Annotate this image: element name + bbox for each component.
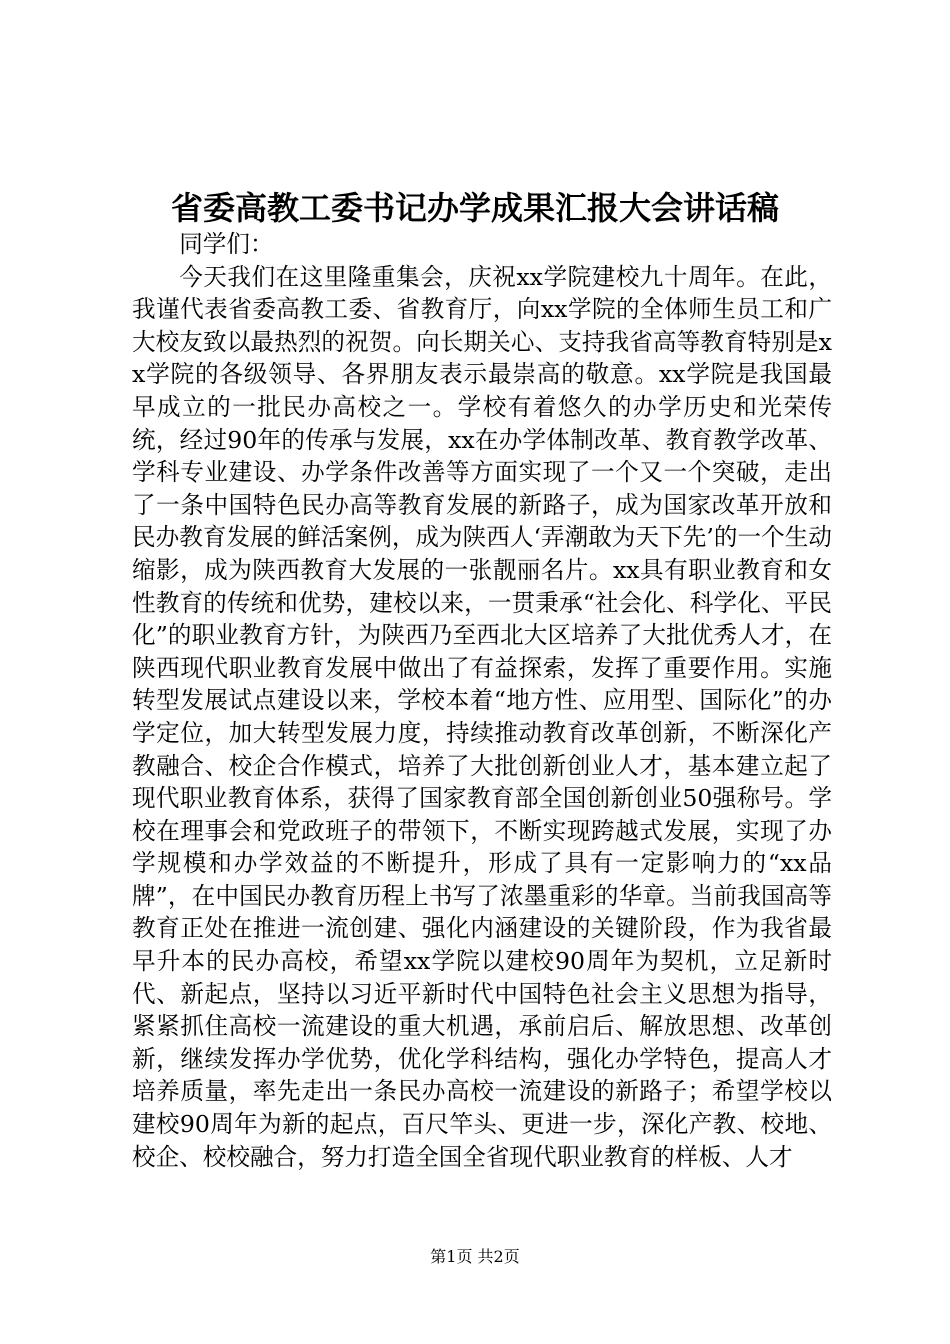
body-paragraph: 今天我们在这里隆重集会，庆祝xx学院建校九十周年。在此，我谨代表省委高教工委、省教育厅，向xx学院的全体师生员工和广大校友致以最热烈的祝贺。向长期关心、支持我省高等教育特别是xx学院的各级领导、各界朋友表示最崇高的敬意。xx学院是我国最早成立的一批民办高校之一。学校有着悠久的办学历史和光荣传统，经过90年的传承与发展，xx在办学体制改革、教育教学改革、学科专业建设、办学条件改善等方面实现了一个又一个突破，走出了一条中国特色民办高等教育发展的新路子，成为国家改革开放和民办教育发展的鲜活案例，成为陕西人‘弄潮敢为天下先’的一个生动缩影，成为陕西教育大发展的一张靓丽名片。xx具有职业教育和女性教育的传统和优势，建校以来，一贯秉承“社会化、科学化、平民化”的职业教育方针，为陕西乃至西北大区培养了大批优秀人才，在陕西现代职业教育发展中做出了有益探索，发挥了重要作用。实施转型发展试点建设以来，学校本着“地方性、应用型、国际化”的办学定位，加大转型发展力度，持续推动教育改革创新，不断深化产教融合、校企合作模式，培养了大批创新创业人才，基本建立起了现代职业教育体系，获得了国家教育部全国创新创业50强称号。学校在理事会和党政班子的带领下，不断实现跨越式发展，实现了办学规模和办学效益的不断提升，形成了具有一定影响力的“xx品牌”，在中国民办教育历程上书写了浓墨重彩的华章。当前我国高等教育正处在推进一流创建、强化内涵建设的关键阶段，作为我省最早升本的民办高校，希望xx学院以建校90周年为契机，立足新时代、新起点，坚持以习近平新时代中国特色社会主义思想为指导，紧紧抓住高校一流建设的重大机遇，承前启后、解放思想、改革创新，继续发挥办学优势，优化学科结构，强化办学特色，提高人才培养质量，率先走出一条民办高校一流建设的新路子；希望学校以建校90周年为新的起点，百尺竿头、更进一步，深化产教、校地、校企、校校融合，努力打造全国全省现代职业教育的样板、人才 xyxy=(132,262,832,1171)
salutation: 同学们： xyxy=(179,230,274,258)
page-footer: 第1页 共2页 xyxy=(430,1247,520,1266)
document-title: 省委高教工委书记办学成果汇报大会讲话稿 xyxy=(170,189,779,227)
document-body xyxy=(132,228,832,1173)
